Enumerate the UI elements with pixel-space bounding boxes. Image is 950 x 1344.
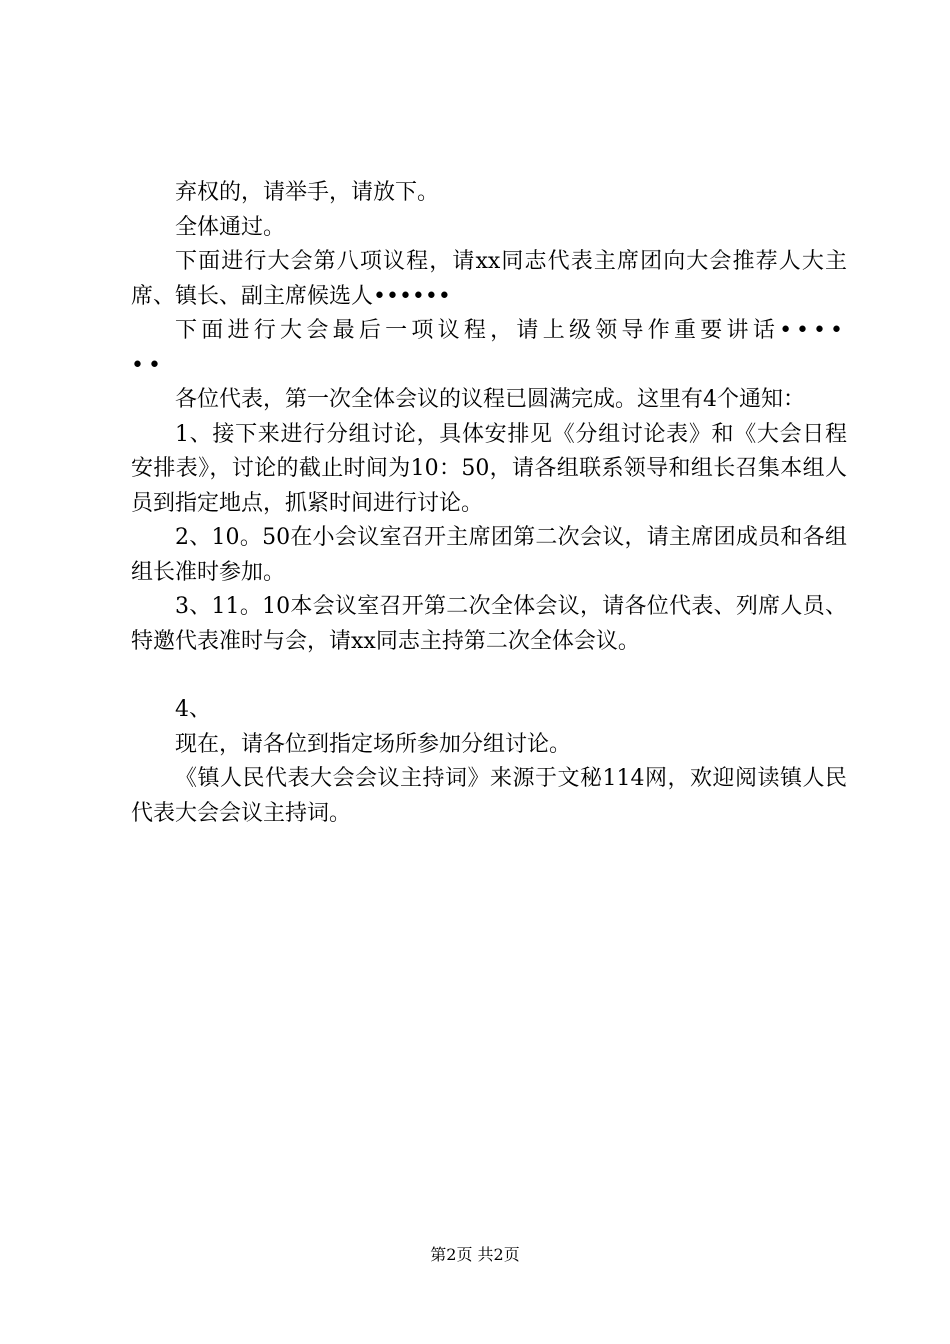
- paragraph-notice-3: 3、11。10本会议室召开第二次全体会议，请各位代表、列席人员、特邀代表准时与会，请xx同志主持第二次全体会议。: [131, 594, 847, 654]
- paragraph-notices-intro: 各位代表，第一次全体会议的议程已圆满完成。这里有4个通知：: [175, 387, 805, 412]
- paragraph-abstain: 弃权的，请举手，请放下。: [175, 180, 440, 205]
- paragraph-agenda-eight: 下面进行大会第八项议程，请xx同志代表主席团向大会推荐人大主席、镇长、副主席候选人••••••: [131, 249, 847, 309]
- paragraph-notice-2: 2、10。50在小会议室召开主席团第二次会议，请主席团成员和各组组长准时参加。: [131, 525, 847, 585]
- document-body: [131, 176, 847, 831]
- page-footer: 第2页 共2页: [430, 1245, 520, 1264]
- paragraph-source: 《镇人民代表大会会议主持词》来源于文秘114网，欢迎阅读镇人民代表大会会议主持词。: [131, 766, 847, 826]
- paragraph-group-discussion: 现在，请各位到指定场所参加分组讨论。: [175, 731, 572, 757]
- paragraph-passed: 全体通过。: [175, 214, 286, 240]
- paragraph-notice-1: 1、接下来进行分组讨论，具体安排见《分组讨论表》和《大会日程安排表》，讨论的截止时间为10：50，请各组联系领导和组长召集本组人员到指定地点，抓紧时间进行讨论。: [131, 421, 847, 516]
- paragraph-final-agenda: 下面进行大会最后一项议程，请上级领导作重要讲话••••••: [131, 318, 847, 378]
- paragraph-notice-4: 4、: [175, 697, 211, 722]
